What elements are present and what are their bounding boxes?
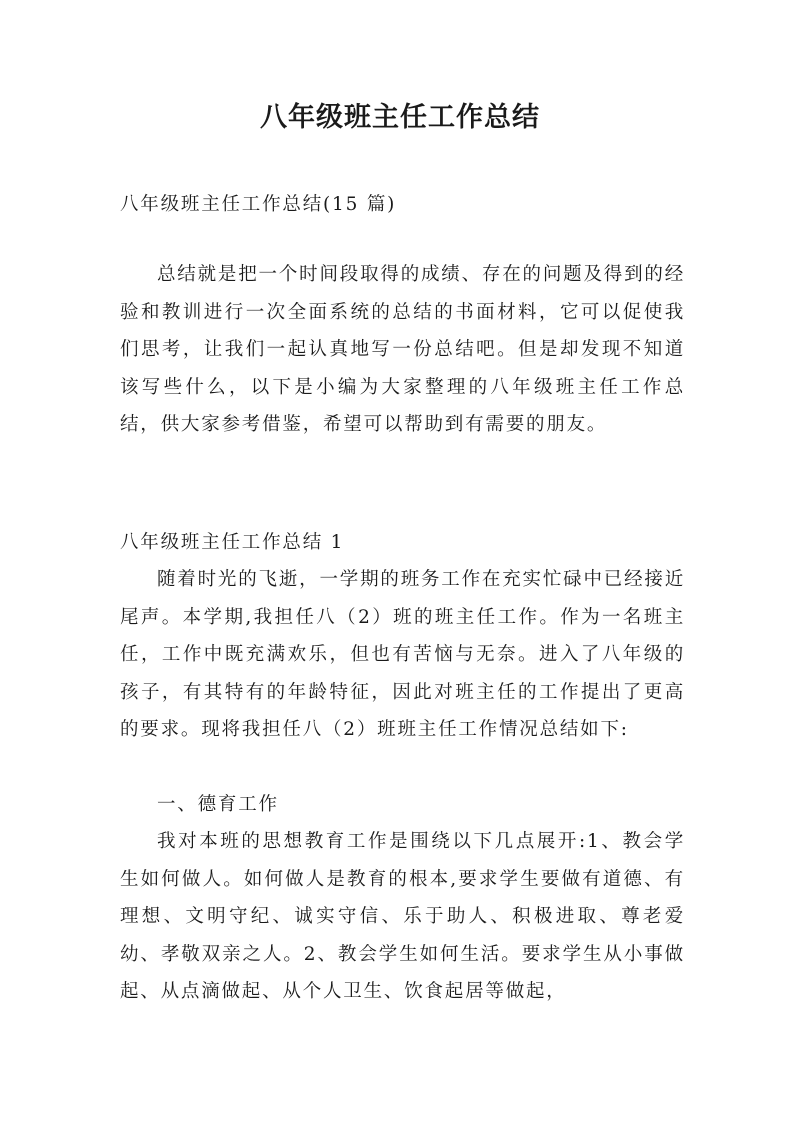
document-subtitle: 八年级班主任工作总结(15 篇) <box>120 194 397 215</box>
body-paragraph-2: 我对本班的思想教育工作是围绕以下几点展开:1、教会学生如何做人。如何做人是教育的根本,要求学生要做有道德、有理想、文明守纪、诚实守信、乐于助人、积极进取、尊老爱幼、孝敬双亲之人。2、教会学生如何生活。要求学生从小事做起、从点滴做起、从个人卫生、饮食起居等做起， <box>120 831 685 1002</box>
body-paragraph-1: 随着时光的飞逝，一学期的班务工作在充实忙碌中已经接近尾声。本学期,我担任八（2）班的班主任工作。作为一名班主任，工作中既充满欢乐，但也有苦恼与无奈。进入了八年级的孩子，有其特有的年龄特征，因此对班主任的工作提出了更高的要求。现将我担任八（2）班班主任工作情况总结如下: <box>120 569 685 740</box>
sub-heading-moral-education: 一、德育工作 <box>157 794 279 815</box>
intro-paragraph: 总结就是把一个时间段取得的成绩、存在的问题及得到的经验和教训进行一次全面系统的总结的书面材料，它可以促使我们思考，让我们一起认真地写一份总结吧。但是却发现不知道该写些什么，以下是小编为大家整理的八年级班主任工作总结，供大家参考借鉴，希望可以帮助到有需要的朋友。 <box>120 264 685 435</box>
document-title: 八年级班主任工作总结 <box>260 102 540 133</box>
section-heading: 八年级班主任工作总结 1 <box>120 532 345 553</box>
